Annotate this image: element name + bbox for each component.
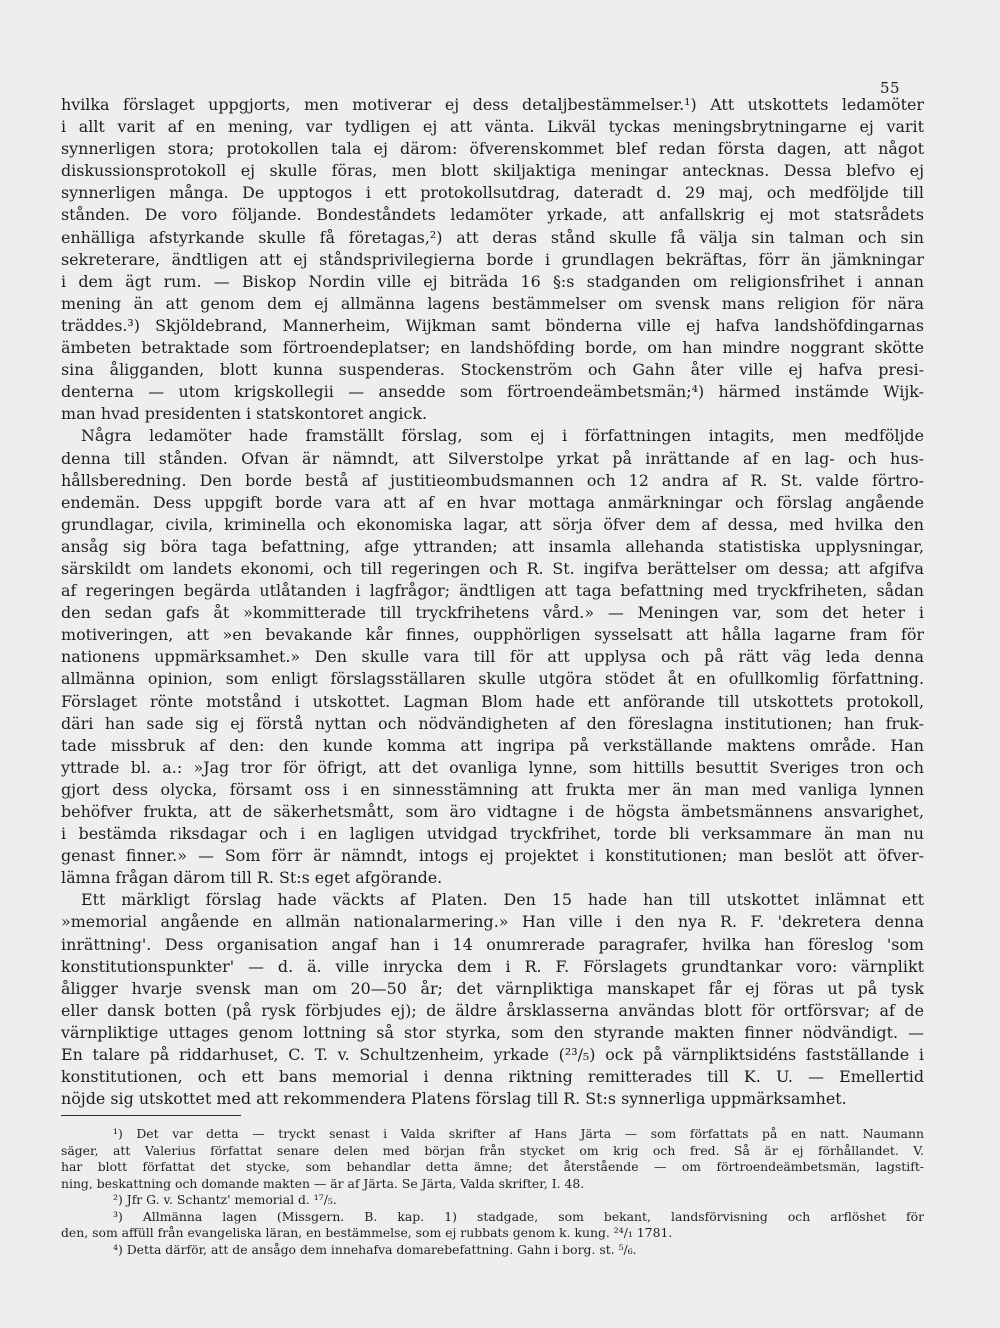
text-line: i bestämda riksdagar och i en lagligen utvidgad tryckfrihet, torde bli verksammare än man nu bbox=[61, 824, 924, 844]
text-line: Några ledamöter hade framställt förslag, som ej i författningen intagits, men medföljde bbox=[81, 426, 924, 446]
text-line: synnerligen stora; protokollen tala ej därom: öfverenskommet blef redan första dagen, att något bbox=[61, 139, 924, 159]
page-number: 55 bbox=[880, 79, 901, 97]
text-line: inrättning'. Dess organisation angaf han i 14 onumrerade paragrafer, hvilka han föreslog 'som bbox=[61, 934, 924, 954]
footnote-line: ning, beskattning och domande makten — är af Järta. Se Järta, Valda skrifter, I. 48. bbox=[61, 1175, 585, 1191]
text-line: nationens uppmärksamhet.» Den skulle vara till för att upplysa och på rätt väg leda denna bbox=[61, 647, 924, 667]
text-line: stånden. De voro följande. Bondeståndets ledamöter yrkade, att anfallskrig ej mot statsrådets bbox=[61, 205, 924, 225]
text-line: Förslaget rönte motstånd i utskottet. Lagman Blom hade ett anförande till utskottets protokoll, bbox=[61, 691, 924, 711]
text-line: gjort dess olycka, församt oss i en sinnesstämning att frukta mer än man med vanliga lynnen bbox=[61, 779, 924, 799]
text-line: »memorial angående en allmän nationalarmering.» Han ville i den nya R. F. 'dekretera denna bbox=[61, 912, 924, 932]
text-line: man hvad presidenten i statskontoret angick. bbox=[61, 404, 428, 424]
text-line: sekreterare, ändtligen att ej ståndsprivilegierna borde i grundlagen bekräftas, förr än jämkningar bbox=[61, 249, 924, 269]
footnote-line: har blott författat det stycke, som behandlar detta ämne; det återstående — om förtroendeämbetsmän, lagstift- bbox=[61, 1159, 924, 1174]
text-line: åligger hvarje svensk man om 20—50 år; det värnpliktiga manskapet får ej föras ut på tysk bbox=[61, 978, 924, 998]
body-text bbox=[61, 94, 924, 1110]
text-line: En talare på riddarhuset, C. T. v. Schultzenheim, yrkade (²³/₅) ock på värnpliktsidéns fastställande i bbox=[61, 1045, 924, 1065]
text-line: ansåg sig böra taga befattning, afge yttranden; att insamla allehanda statistiska upplysningar, bbox=[61, 536, 924, 556]
footnote-separator bbox=[61, 1115, 241, 1116]
text-line: ämbeten betraktade som förtroendeplatser; en landshöfding borde, om han mindre noggrant skötte bbox=[61, 338, 924, 358]
text-line: däri han sade sig ej förstå nyttan och nödvändigheten af den föreslagna institutionen; han fruk- bbox=[61, 713, 924, 733]
footnote-line: ¹) Det var detta — tryckt senast i Valda skrifter af Hans Järta — som författats på en natt. Naumann bbox=[113, 1126, 924, 1141]
footnotes bbox=[61, 1126, 924, 1258]
footnote-line: ²) Jfr G. v. Schantz' memorial d. ¹⁷/₅. bbox=[113, 1192, 337, 1207]
text-line: hvilka förslaget uppgjorts, men motiverar ej dess detaljbestämmelser.¹) Att utskottets ledamöter bbox=[61, 95, 924, 114]
text-line: motiveringen, att »en bevakande kår finnes, oupphörligen sysselsatt att hålla lagarne fram för bbox=[61, 625, 924, 645]
text-line: af regeringen begärda utlåtanden i lagfrågor; ändtligen att taga befattning med tryckfriheten, sådan bbox=[61, 581, 924, 601]
text-line: yttrade bl. a.: »Jag tror för öfrigt, att det ovanliga lynne, som hittills besuttit Sveriges tron och bbox=[61, 757, 924, 777]
text-line: i allt varit af en mening, var tydligen ej att vänta. Likväl tyckas meningsbrytningarne ej varit bbox=[61, 117, 924, 137]
text-line: lämna frågan därom till R. St:s eget afgörande. bbox=[61, 868, 443, 888]
text-line: diskussionsprotokoll ej skulle föras, men blott skiljaktiga meningar antecknas. Dessa blefvo ej bbox=[61, 161, 924, 181]
text-line: denna till stånden. Ofvan är nämndt, att Silverstolpe yrkat på inrättande af en lag- och hus- bbox=[61, 448, 924, 468]
text-line: nöjde sig utskottet med att rekommendera Platens förslag till R. St:s synnerliga uppmärksamhet. bbox=[61, 1089, 847, 1109]
text-line: tade missbruk af den: den kunde komma att ingripa på verkställande maktens område. Han bbox=[61, 735, 924, 755]
text-line: synnerligen många. De upptogos i ett protokollsutdrag, dateradt d. 29 maj, och medföljde till bbox=[61, 183, 924, 203]
footnote-line: ³) Allmänna lagen (Missgern. B. kap. 1) stadgade, som bekant, landsförvisning och arflöshet för bbox=[113, 1208, 924, 1224]
footnote-line: den, som affüll från evangeliska läran, en bestämmelse, som ej rubbats genom k. kung. ²⁴/₁ 1781. bbox=[61, 1225, 673, 1240]
text-line: eller dansk botten (på rysk förbjudes ej); de äldre årsklasserna användas blott för ortförsvar; af de bbox=[61, 1000, 924, 1020]
footnote-line: säger, att Valerius författat senare delen med början från stycket om krig och fred. Så är ej förhållandet. V. bbox=[61, 1142, 924, 1158]
text-line: värnpliktige uttages genom lottning så stor styrka, som den styrande makten finner nödvändigt. — bbox=[61, 1022, 924, 1042]
footnote-line: ⁴) Detta därför, att de ansågo dem innehafva domarebefattning. Gahn i borg. st. ⁵/₆. bbox=[113, 1241, 637, 1257]
text-line: mening än att genom dem ej allmänna lagens bestämmelser om svensk mans religion för nära bbox=[61, 293, 924, 313]
text-line: genast finner.» — Som förr är nämndt, intogs ej projektet i konstitutionen; man beslöt att öfver- bbox=[61, 846, 924, 866]
text-line: konstitutionspunkter' — d. ä. ville inrycka dem i R. F. Förslagets grundtankar voro: värnplikt bbox=[61, 956, 924, 976]
text-line: endemän. Dess uppgift borde vara att af en hvar mottaga anmärkningar och förslag angående bbox=[61, 492, 924, 512]
text-line: allmänna opinion, som enligt förslagsställaren skulle utgöra stödet åt en ofullkomlig författning. bbox=[61, 669, 924, 689]
text-line: träddes.³) Skjöldebrand, Mannerheim, Wijkman samt bönderna ville ej hafva landshöfdingarnas bbox=[61, 315, 924, 335]
text-line: sina åligganden, blott kunna suspenderas. Stockenström och Gahn åter ville ej hafva presi- bbox=[61, 360, 924, 380]
text-line: hållsberedning. Den borde bestå af justitieombudsmannen och 12 andra af R. St. valde förtro- bbox=[61, 470, 924, 490]
text-line: i dem ägt rum. — Biskop Nordin ville ej biträda 16 §:s stadganden om religionsfrihet i annan bbox=[61, 271, 924, 291]
text-line: behöfver frukta, att de säkerhetsmått, som äro vidtagne i de högsta ämbetsmännens ansvarighet, bbox=[61, 802, 924, 821]
text-line: särskildt om landets ekonomi, och till regeringen och R. St. ingifva berättelser om dessa; att afgifva bbox=[61, 558, 924, 578]
text-line: denterna — utom krigskollegii — ansedde som förtroendeämbetsmän;⁴) härmed instämde Wijk- bbox=[61, 382, 924, 402]
text-line: enhälliga afstyrkande skulle få företagas,²) att deras stånd skulle få välja sin talman och sin bbox=[61, 227, 924, 247]
text-line: konstitutionen, och ett bans memorial i denna riktning remitterades till K. U. — Emellertid bbox=[61, 1067, 924, 1087]
text-line: grundlagar, civila, kriminella och ekonomiska lagar, att sörja öfver dem af dessa, med hvilka den bbox=[61, 514, 924, 534]
text-line: Ett märkligt förslag hade väckts af Platen. Den 15 hade han till utskottet inlämnat ett bbox=[81, 890, 924, 910]
text-line: den sedan gafs åt »kommitterade till tryckfrihetens vård.» — Meningen var, som det heter i bbox=[61, 603, 924, 623]
